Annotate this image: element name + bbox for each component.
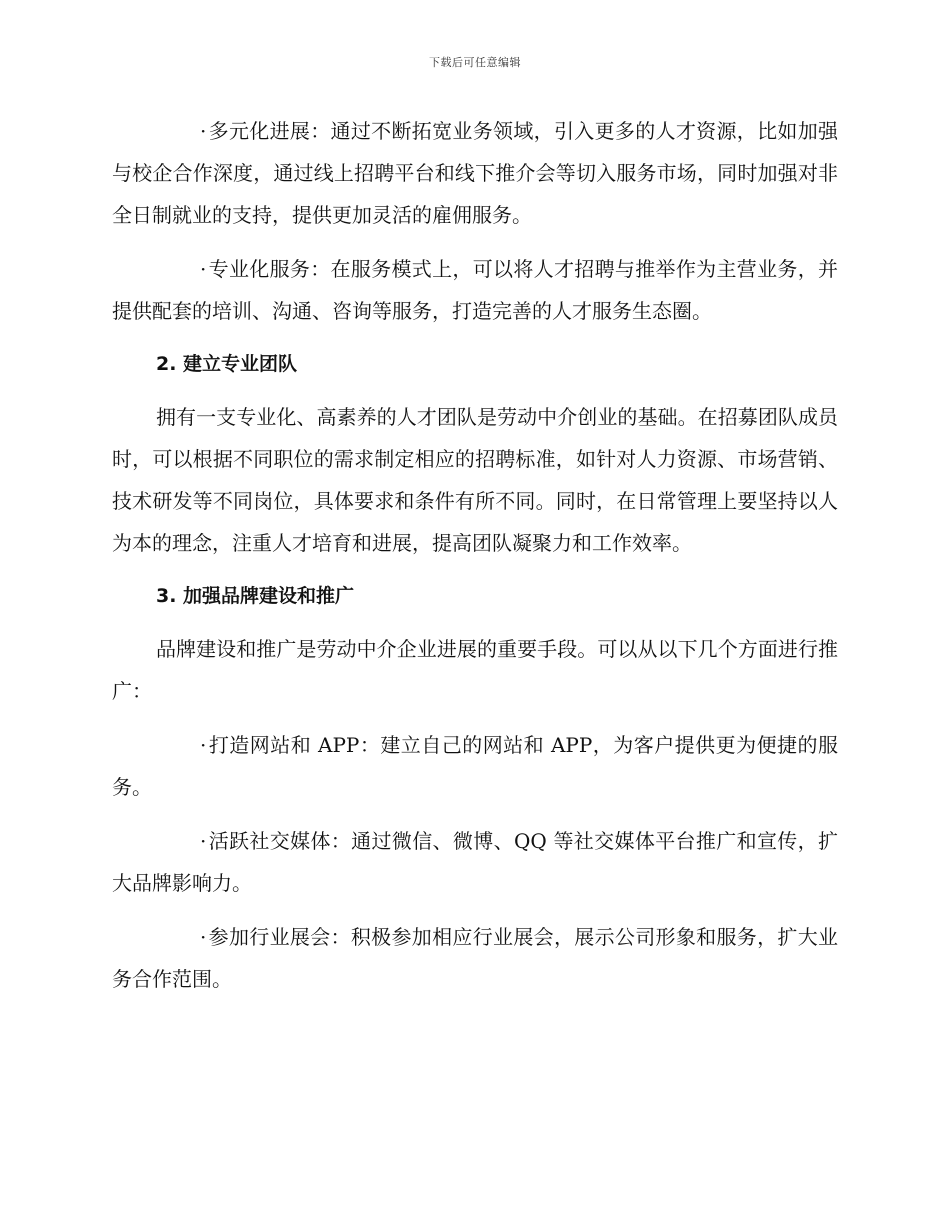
- body-paragraph-brand: 品牌建设和推广是劳动中介企业进展的重要手段。可以从以下几个方面进行推广：: [112, 637, 838, 703]
- bullet-marker: ·: [200, 925, 207, 949]
- section-heading-brand: 3. 加强品牌建设和推广: [156, 585, 355, 607]
- bullet-marker: ·: [200, 119, 207, 143]
- section-heading-team: 2. 建立专业团队: [156, 353, 298, 375]
- body-paragraph-team: 拥有一支专业化、高素养的人才团队是劳动中介创业的基础。在招募团队成员时，可以根据不同职位的需求制定相应的招聘标准，如针对人力资源、市场营销、技术研发等不同岗位，具体要求和条件有所不同。同时，在日常管理上要坚持以人为本的理念，注重人才培育和进展，提高团队凝聚力和工作效率。: [112, 405, 838, 555]
- paragraph-text: 专业化服务：在服务模式上，可以将人才招聘与推举作为主营业务，并提供配套的培训、沟通、咨询等服务，打造完善的人才服务生态圈。: [112, 257, 838, 323]
- paragraph-text: 参加行业展会：积极参加相应行业展会，展示公司形象和服务，扩大业务合作范围。: [112, 925, 838, 991]
- paragraph-text: 打造网站和 APP：建立自己的网站和 APP，为客户提供更为便捷的服务。: [112, 733, 838, 799]
- bullet-paragraph-specialization: [112, 248, 838, 332]
- bullet-paragraph-diversification: [112, 110, 838, 236]
- bullet-paragraph-social-media: [112, 820, 838, 904]
- bullet-paragraph-trade-shows: [112, 916, 838, 1000]
- paragraph-text: 活跃社交媒体：通过微信、微博、QQ 等社交媒体平台推广和宣传，扩大品牌影响力。: [112, 829, 838, 895]
- bullet-marker: ·: [200, 829, 207, 853]
- bullet-paragraph-website-app: [112, 724, 838, 808]
- bullet-marker: ·: [200, 257, 207, 281]
- document-body: [112, 110, 838, 1012]
- bullet-marker: ·: [200, 733, 207, 757]
- running-header: 下载后可任意编辑: [429, 56, 521, 69]
- paragraph-text: 多元化进展：通过不断拓宽业务领域，引入更多的人才资源，比如加强与校企合作深度，通过线上招聘平台和线下推介会等切入服务市场，同时加强对非全日制就业的支持，提供更加灵活的雇佣服务。: [112, 119, 838, 227]
